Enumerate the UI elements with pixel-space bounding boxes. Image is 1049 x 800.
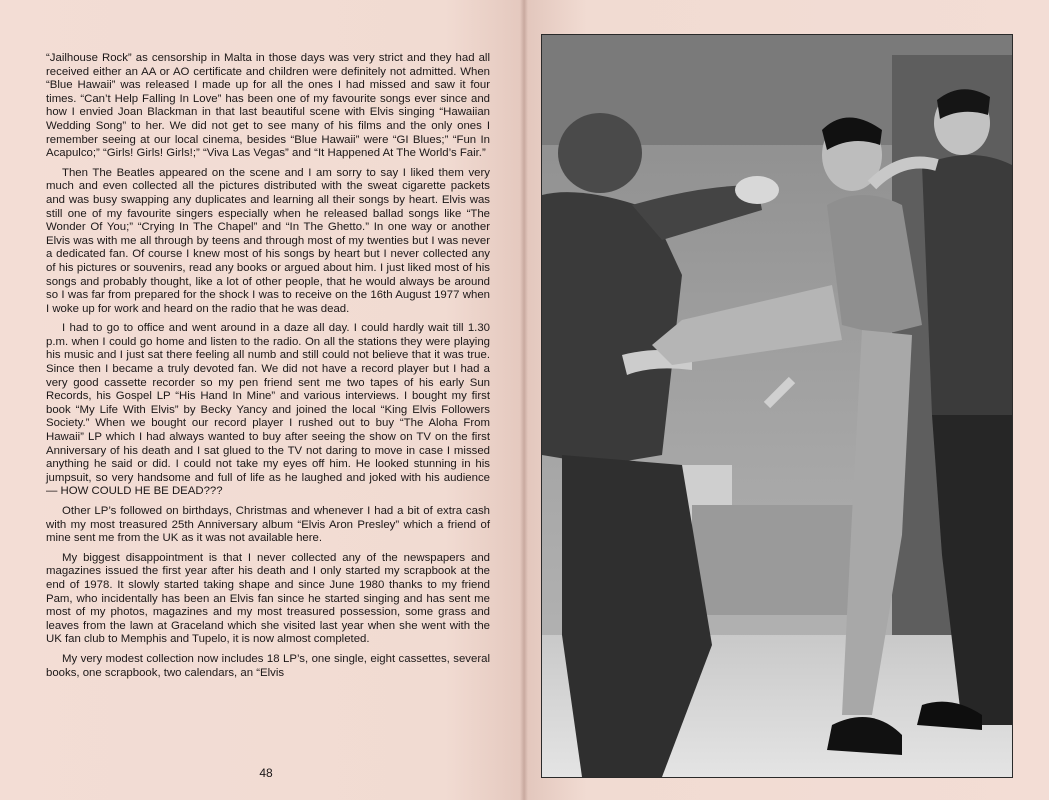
paragraph-4: Other LP’s followed on birthdays, Christmas and whenever I had a bit of extra cash with my most treasured 25th Anniversary album “Elvis Aron Presley” which a friend of mine sent me from the UK as it was not available here.: [46, 505, 490, 545]
paragraph-6: My very modest collection now includes 18 LP’s, one single, eight cassettes, several books, one scrapbook, two calendars, an “Elvis: [46, 652, 490, 679]
photo-chair: [692, 505, 872, 615]
paragraph-3: I had to go to office and went around in a daze all day. I could hardly wait till 1.30 p.m. when I could go home and listen to the radio. On all the stations they were playing his music and I just sat there feeling all numb and still could not believe that it was true. Since then I became a truly devoted fan. We did not have a record player but I had a very good cassette recorder so my pen friend sent me two tapes of his early Sun Records, his Gospel LP “His Hand In Mine” and various interviews. I bought my first book “My Life With Elvis” by Becky Yancy and joined the local “King Elvis Followers Society.” When we bought our record player I rushed out to buy “The Aloha From Hawaii” LP which I had always wanted to buy after seeing the show on TV on the first Anniversary of his death and I sat glued to the TV not daring to move in case I missed anything he said or did. I could not take my eyes off him. He looked stunning in his jumpsuit, so very handsome and full of life as he laughed and joked with his audience — HOW COULD HE BE DEAD???: [46, 322, 490, 498]
fight-scene-photo: [541, 34, 1013, 778]
left-page: [0, 0, 524, 800]
page-number: 48: [259, 766, 273, 780]
paragraph-2: Then The Beatles appeared on the scene and I am sorry to say I liked them very much and even collected all the pictures distributed with the sweat cigarette packets and was busy swapping any duplicates and learning all their songs by heart. Elvis was still one of my favourite singers especially when he released ballad songs like “The Wonder Of You;” “Crying In The Chapel” and “In The Ghetto.” In one way or another Elvis was with me all through by teens and through most of my twenties but I was never a dedicated fan. Of course I knew most of his songs by heart but I never collected any of his pictures or souvenirs, read any books or argued about him. I just liked most of his songs and probably thought, like a lot of other people, that he would always be around so I was far from prepared for the shock I was to receive on the 16th August 1977 when I woke up for work and heard on the radio that he was dead.: [46, 166, 490, 315]
photo-illustration: [542, 35, 1012, 777]
page-gutter: [520, 0, 528, 800]
paragraph-1: “Jailhouse Rock” as censorship in Malta in those days was very strict and they had all received either an AA or AO certificate and children were definitely not admitted. When “Blue Hawaii” was released I made up for all the ones I had missed and saw it four times. “Can’t Help Falling In Love” has been one of my favourite songs ever since and how I envied Joan Blackman in that last beautiful scene with Elvis singing “Hawaiian Wedding Song” to her. We did not get to see many of his films and the only ones I remember seeing at our local cinema, besides “Blue Hawaii” were “GI Blues;” “Fun In Acapulco;” “Girls! Girls! Girls!;” “Viva Las Vegas” and “It Happened At The World’s Fair.”: [46, 52, 490, 160]
paragraph-5: My biggest disappointment is that I never collected any of the newspapers and magazines issued the first year after his death and I only started my scrapbook at the end of 1978. It slowly started taking shape and since June 1980 thanks to my friend Pam, who incidentally has been an Elvis fan since he started singing and has sent me most of my photos, magazines and my most treasured possession, some grass and leaves from the lawn at Graceland which she visited last year when she went with the UK fan club to Memphis and Tupelo, it is now almost completed.: [46, 551, 490, 646]
article-text: [46, 52, 490, 686]
